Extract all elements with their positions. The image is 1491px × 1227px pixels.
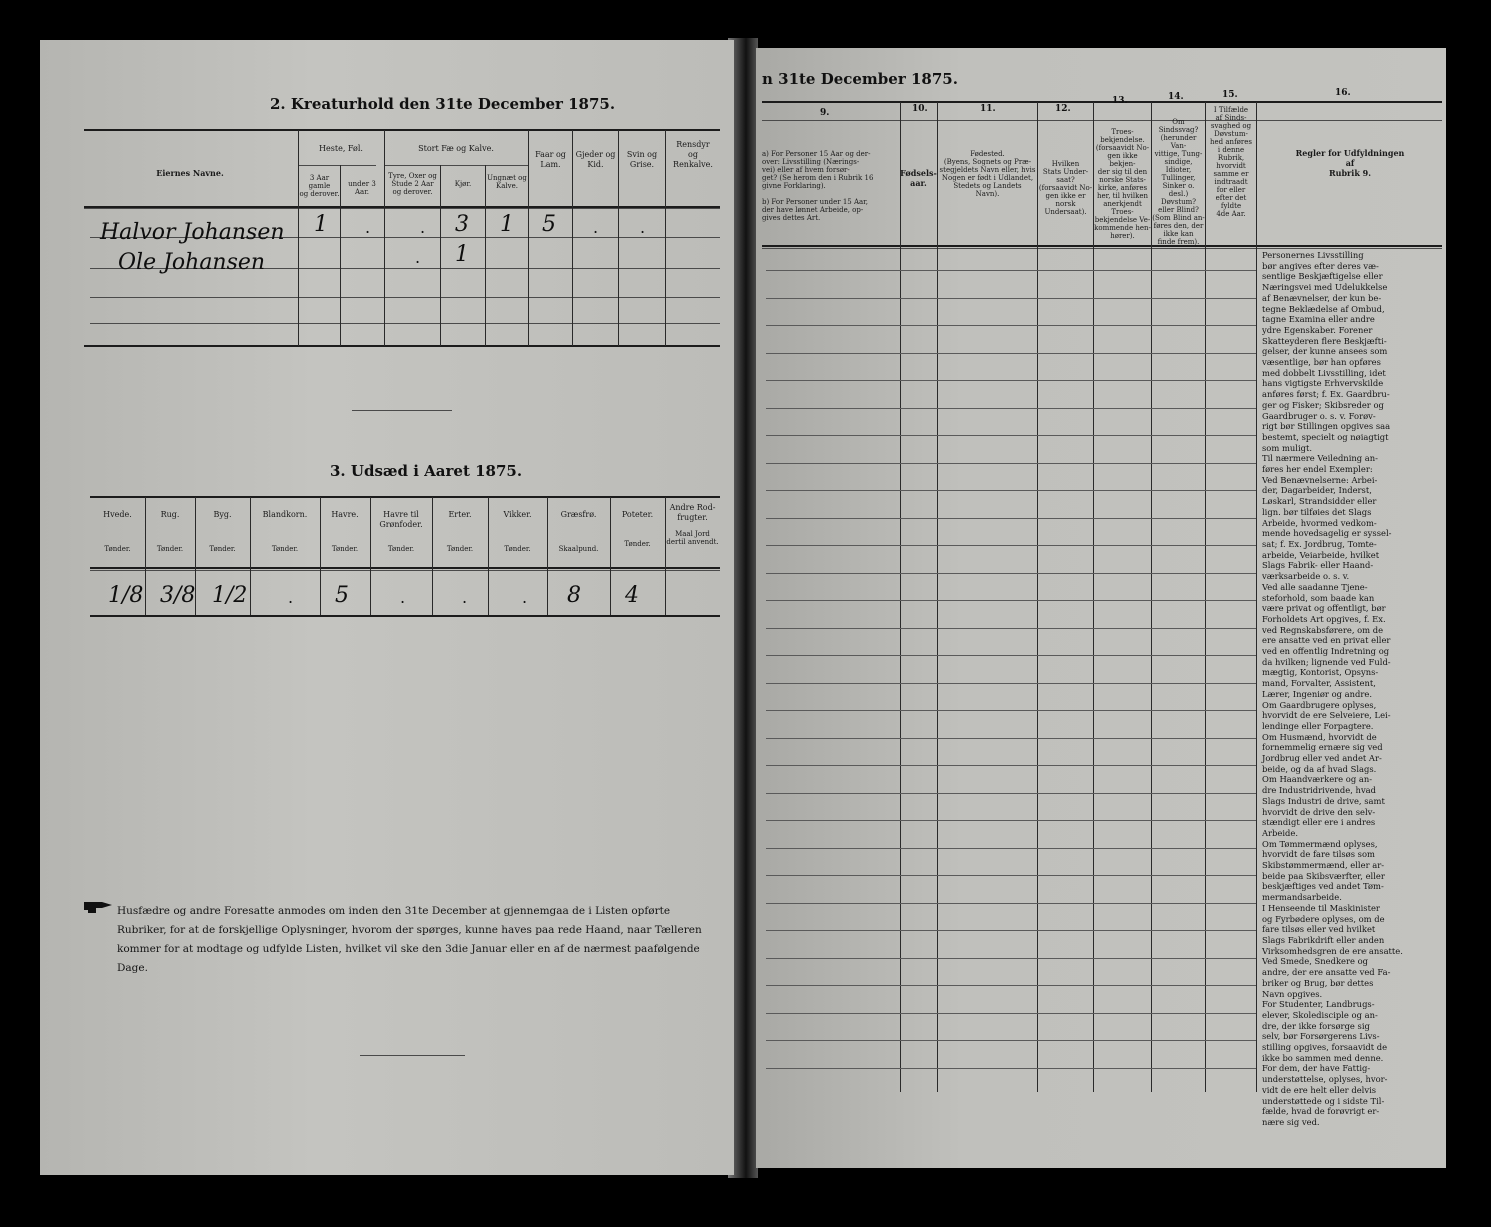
entry-row-rule bbox=[766, 903, 1256, 904]
entry-row-rule bbox=[766, 930, 1256, 931]
entry-row-rule bbox=[766, 270, 1256, 271]
seed-header-unit: Tønder. bbox=[446, 545, 474, 553]
col11-header: Fødested. (Byens, Sognets og Præ- stegjeldets Navn eller, hvis Nogen er født i Udlandet, Stedets og Landets Navn). bbox=[939, 150, 1036, 198]
seed-header-unit: Tønder. bbox=[387, 545, 415, 553]
cattle-young-value: 1 bbox=[500, 212, 514, 237]
seed-header-name: Havre. bbox=[331, 510, 359, 519]
section3-title: 3. Udsæd i Aaret 1875. bbox=[330, 462, 523, 480]
rule bbox=[90, 570, 720, 571]
rule bbox=[762, 248, 1442, 249]
seed-value: 1/2 bbox=[212, 583, 248, 608]
seed-value: 1/8 bbox=[108, 583, 144, 608]
rule bbox=[90, 323, 720, 324]
seed-value: 8 bbox=[567, 583, 581, 608]
seed-header-unit: Tønder. bbox=[331, 545, 359, 553]
seed-header-name: Andre Rod- frugter. bbox=[669, 503, 716, 522]
section2-title: 2. Kreaturhold den 31te December 1875. bbox=[270, 95, 616, 113]
seed-header-name: Græsfrø. bbox=[560, 510, 597, 519]
sheep-value: 5 bbox=[542, 212, 556, 237]
rule bbox=[762, 245, 1442, 247]
rule bbox=[84, 208, 720, 209]
header-goats: Gjeder og Kid. bbox=[575, 150, 616, 169]
cattle-cows-value: 3 bbox=[455, 212, 469, 237]
seed-header-unit: Tønder. bbox=[624, 540, 651, 548]
col-number: 10. bbox=[912, 104, 928, 114]
entry-row-rule bbox=[766, 573, 1256, 574]
rule bbox=[762, 101, 1442, 103]
header-horses-young: under 3 Aar. bbox=[348, 180, 376, 196]
owner-name: Ole Johansen bbox=[118, 250, 266, 275]
entry-row-rule bbox=[766, 435, 1256, 436]
seed-header-unit: Tønder. bbox=[104, 545, 131, 553]
header-pigs: Svin og Grise. bbox=[626, 150, 658, 169]
col-number: 13. bbox=[1112, 96, 1128, 106]
seed-header-unit: Skaalpund. bbox=[558, 545, 599, 553]
col-number: 15. bbox=[1222, 90, 1238, 100]
col14-header: Om Sindssvag? (herunder Van- vittige, Tung- sindige, Idioter, Tullinger, Sinker o. desl.) Døvstum? eller Blind? (Som Blind an- føres den, der ikke kan finde frem). bbox=[1152, 118, 1205, 246]
seed-header-name: Vikker. bbox=[503, 510, 532, 519]
rule bbox=[90, 615, 720, 617]
entry-row-rule bbox=[766, 325, 1256, 326]
rule bbox=[84, 345, 720, 347]
rule bbox=[90, 496, 720, 498]
seed-header-name: Havre til Grønfoder. bbox=[379, 510, 423, 529]
entry-row-rule bbox=[766, 765, 1256, 766]
pigs-value: . bbox=[640, 218, 646, 237]
entry-row-rule bbox=[766, 628, 1256, 629]
rule bbox=[90, 567, 720, 569]
header-owner: Eiernes Navne. bbox=[156, 168, 224, 178]
seed-header-unit: Tønder. bbox=[504, 545, 531, 553]
entry-row-rule bbox=[766, 490, 1256, 491]
entry-row-rule bbox=[766, 1013, 1256, 1014]
col10-header: Fødsels- aar. bbox=[900, 168, 937, 188]
divider bbox=[360, 1055, 465, 1056]
entry-row-rule bbox=[766, 655, 1256, 656]
entry-row-rule bbox=[766, 958, 1256, 959]
seed-value: 3/8 bbox=[160, 583, 196, 608]
horses-old-value: 1 bbox=[314, 212, 328, 237]
goats-value: . bbox=[593, 218, 599, 237]
owner-name: Halvor Johansen bbox=[100, 220, 285, 245]
cattle-cows-value: 1 bbox=[455, 242, 469, 267]
header-cattle-young: Ungnæt og Kalve. bbox=[487, 174, 527, 190]
seed-value: . bbox=[522, 588, 528, 607]
seed-value: . bbox=[400, 588, 406, 607]
seed-value: . bbox=[462, 588, 468, 607]
cattle-bulls-value: . bbox=[420, 218, 426, 237]
entry-row-rule bbox=[766, 408, 1256, 409]
seed-value: . bbox=[288, 588, 294, 607]
col16-header: Regler for Udfyldningen af Rubrik 9. bbox=[1295, 148, 1405, 178]
entry-row-rule bbox=[766, 463, 1256, 464]
seed-value: 4 bbox=[625, 583, 639, 608]
entry-row-rule bbox=[766, 353, 1256, 354]
seed-header-name: Poteter. bbox=[621, 510, 654, 519]
rules-text: Personernes Livsstilling bør angives efter deres væ- sentlige Beskjæftigelse eller Næringsvei med Udelukkelse af Benævnelser, der kun be- tegne Beklædelse af Ombud, tagne Examina eller andre ydre Egenskaber. Forener Skatteyderen flere Beskjæfti- gelser, der kunne ansees som væsentlige, bør han opføres med dobbelt Livsstilling, idet hans vigtigste Erhvervskilde anføres først; f. Ex. Gaardbru- ger og Fisker; Skibsreder og Gaardbruger o. s. v. Forøv- rigt bør Stillingen opgives saa bestemt, specielt og nøiagtigt som muligt. Til nærmere Veiledning an- føres her endel Exempler: Ved Benævnelserne: Arbei- der, Dagarbeider, Inderst, Løskarl, Strandsidder eller lign. bør tilføies det Slags Arbeide, hvormed vedkom- mende hovedsagelig er syssel- sat; f. Ex. Jordbrug, Tomte- arbeide, Veiarbeide, hvilket Slags Fabrik- eller Haand- værksarbeide o. s. v. Ved alle saadanne Tjene- steforhold, som baade kan være privat og offentligt, bør Forholdets Art opgives, f. Ex. ved Regnskabsførere, om de ere ansatte ved en privat eller ved en offentlig Indretning og da hvilken; lignende ved Fuld- mægtig, Kontorist, Opsyns- mand, Forvalter, Assistent, Lærer, Ingeniør og andre. Om Gaardbrugere oplyses, hvorvidt de ere Selveiere, Lei- lendinge eller Forpagtere. Om Husmænd, hvorvidt de fornemmelig ernære sig ved Jordbrug eller ved andet Ar- beide, og da af hvad Slags. Om Haandværkere og an- dre Industridrivende, hvad Slags Industri de drive, samt hvorvidt de drive den selv- stændigt eller ere i andres Arbeide. Om Tømmermænd oplyses, hvorvidt de fare tilsøs som Skibstømmermænd, eller ar- beide paa Skibsværfter, eller beskjæftiges ved andet Tøm- mermandsarbeide. I Henseende til Maskinister og Fyrbødere oplyses, om de fare tilsøs eller ved hvilket Slags Fabrikdrift eller anden Virksomhedsgren de ere ansatte. Ved Smede, Snedkere og andre, der ere ansatte ved Fa- briker og Brug, bør dettes Navn opgives. For Studenter, Landbrugs- elever, Skoledisciple og an- dre, der ikke forsørge sig selv, bør Forsørgerens Livs- stilling opgives, forsaavidt de ikke bo sammen med denne. For dem, der have Fattig- understøttelse, oplyses, hvor- vidt de ere helt eller delvis understøttede og i sidste Til- fælde, hvad de forøvrigt er- nære sig ved. bbox=[1262, 250, 1403, 1127]
col-number: 12. bbox=[1055, 104, 1071, 114]
header-cattle: Stort Fæ og Kalve. bbox=[418, 144, 494, 153]
header-reindeer: Rensdyr og Renkalve. bbox=[673, 140, 713, 169]
right-title: n 31te December 1875. bbox=[762, 70, 958, 88]
seed-value: 5 bbox=[335, 583, 349, 608]
pointing-hand-icon bbox=[82, 896, 114, 916]
entry-row-rule bbox=[766, 683, 1256, 684]
entry-row-rule bbox=[766, 600, 1256, 601]
entry-row-rule bbox=[766, 875, 1256, 876]
rule bbox=[90, 297, 720, 298]
col9-header: a) For Personer 15 Aar og der- over: Livsstilling (Nærings- vei) eller af hvem forsør- get? (Se herom den i Rubrik 16 givne Forklaring). b) For Personer under 15 Aar, der have lønnet Arbeide, op- gives dettes Art. bbox=[762, 150, 874, 222]
entry-row-rule bbox=[766, 545, 1256, 546]
notice-text: Husfædre og andre Foresatte anmodes om inden den 31te December at gjennemgaa de i Listen opførte Rubriker, for at de forskjellige Oplysninger, hvorom der spørges, kunne haves paa rede Haand, naar Tælleren kommer for at modtage og udfylde Listen, hvilket vil ske den 3die Januar eller en af de nærmest paafølgende Dage. bbox=[117, 905, 702, 974]
col15-header: I Tilfælde af Sinds- svaghed og Døvstum- hed anføres i denne Rubrik, hvorvidt samme er indtraadt for eller efter det fyldte 4de Aar. bbox=[1210, 106, 1252, 218]
header-horses-old: 3 Aar gamle og derover. bbox=[299, 174, 340, 198]
entry-row-rule bbox=[766, 1068, 1256, 1069]
header-sheep: Faar og Lam. bbox=[535, 150, 566, 169]
cattle-bulls-value: . bbox=[415, 248, 421, 267]
entry-row-rule bbox=[766, 738, 1256, 739]
entry-row-rule bbox=[766, 298, 1256, 299]
rule bbox=[384, 165, 528, 166]
col13-header: Troes- bekjendelse. (forsaavidt No- gen ikke bekjen- der sig til den norske Stats- kirke, anføres her, til hvilken anerkjendt Troes- bekjendelse Ve- kommende hen- hører). bbox=[1094, 128, 1151, 240]
horses-young-value: . bbox=[365, 218, 371, 237]
col-number: 9. bbox=[820, 108, 830, 118]
seed-header-unit: Tønder. bbox=[156, 545, 184, 553]
col-number: 11. bbox=[980, 104, 996, 114]
seed-header-unit: Maal Jord dertil anvendt. bbox=[666, 530, 719, 546]
seed-header-name: Blandkorn. bbox=[262, 510, 308, 519]
rule bbox=[84, 129, 720, 131]
header-horses: Heste, Føl. bbox=[319, 144, 363, 153]
header-cattle-cows: Kjør. bbox=[454, 180, 472, 188]
col-number: 16. bbox=[1335, 88, 1351, 98]
entry-row-rule bbox=[766, 518, 1256, 519]
seed-header-name: Erter. bbox=[448, 510, 472, 519]
rule bbox=[298, 165, 376, 166]
divider bbox=[352, 410, 452, 411]
entry-row-rule bbox=[766, 710, 1256, 711]
entry-row-rule bbox=[766, 848, 1256, 849]
entry-row-rule bbox=[766, 380, 1256, 381]
seed-header-name: Byg. bbox=[213, 510, 232, 519]
col-number: 14. bbox=[1168, 92, 1184, 102]
seed-header-unit: Tønder. bbox=[209, 545, 236, 553]
entry-row-rule bbox=[766, 985, 1256, 986]
seed-header-name: Rug. bbox=[160, 510, 180, 519]
col12-header: Hvilken Stats Under- saat? (forsaavidt No- gen ikke er norsk Undersaat). bbox=[1038, 160, 1093, 216]
entry-row-rule bbox=[766, 820, 1256, 821]
seed-header-unit: Tønder. bbox=[271, 545, 299, 553]
entry-row-rule bbox=[766, 1040, 1256, 1041]
rule bbox=[762, 120, 1442, 121]
header-cattle-bulls: Tyre, Oxer og Stude 2 Aar og derover. bbox=[388, 172, 437, 196]
entry-row-rule bbox=[766, 793, 1256, 794]
seed-header-name: Hvede. bbox=[103, 510, 132, 519]
